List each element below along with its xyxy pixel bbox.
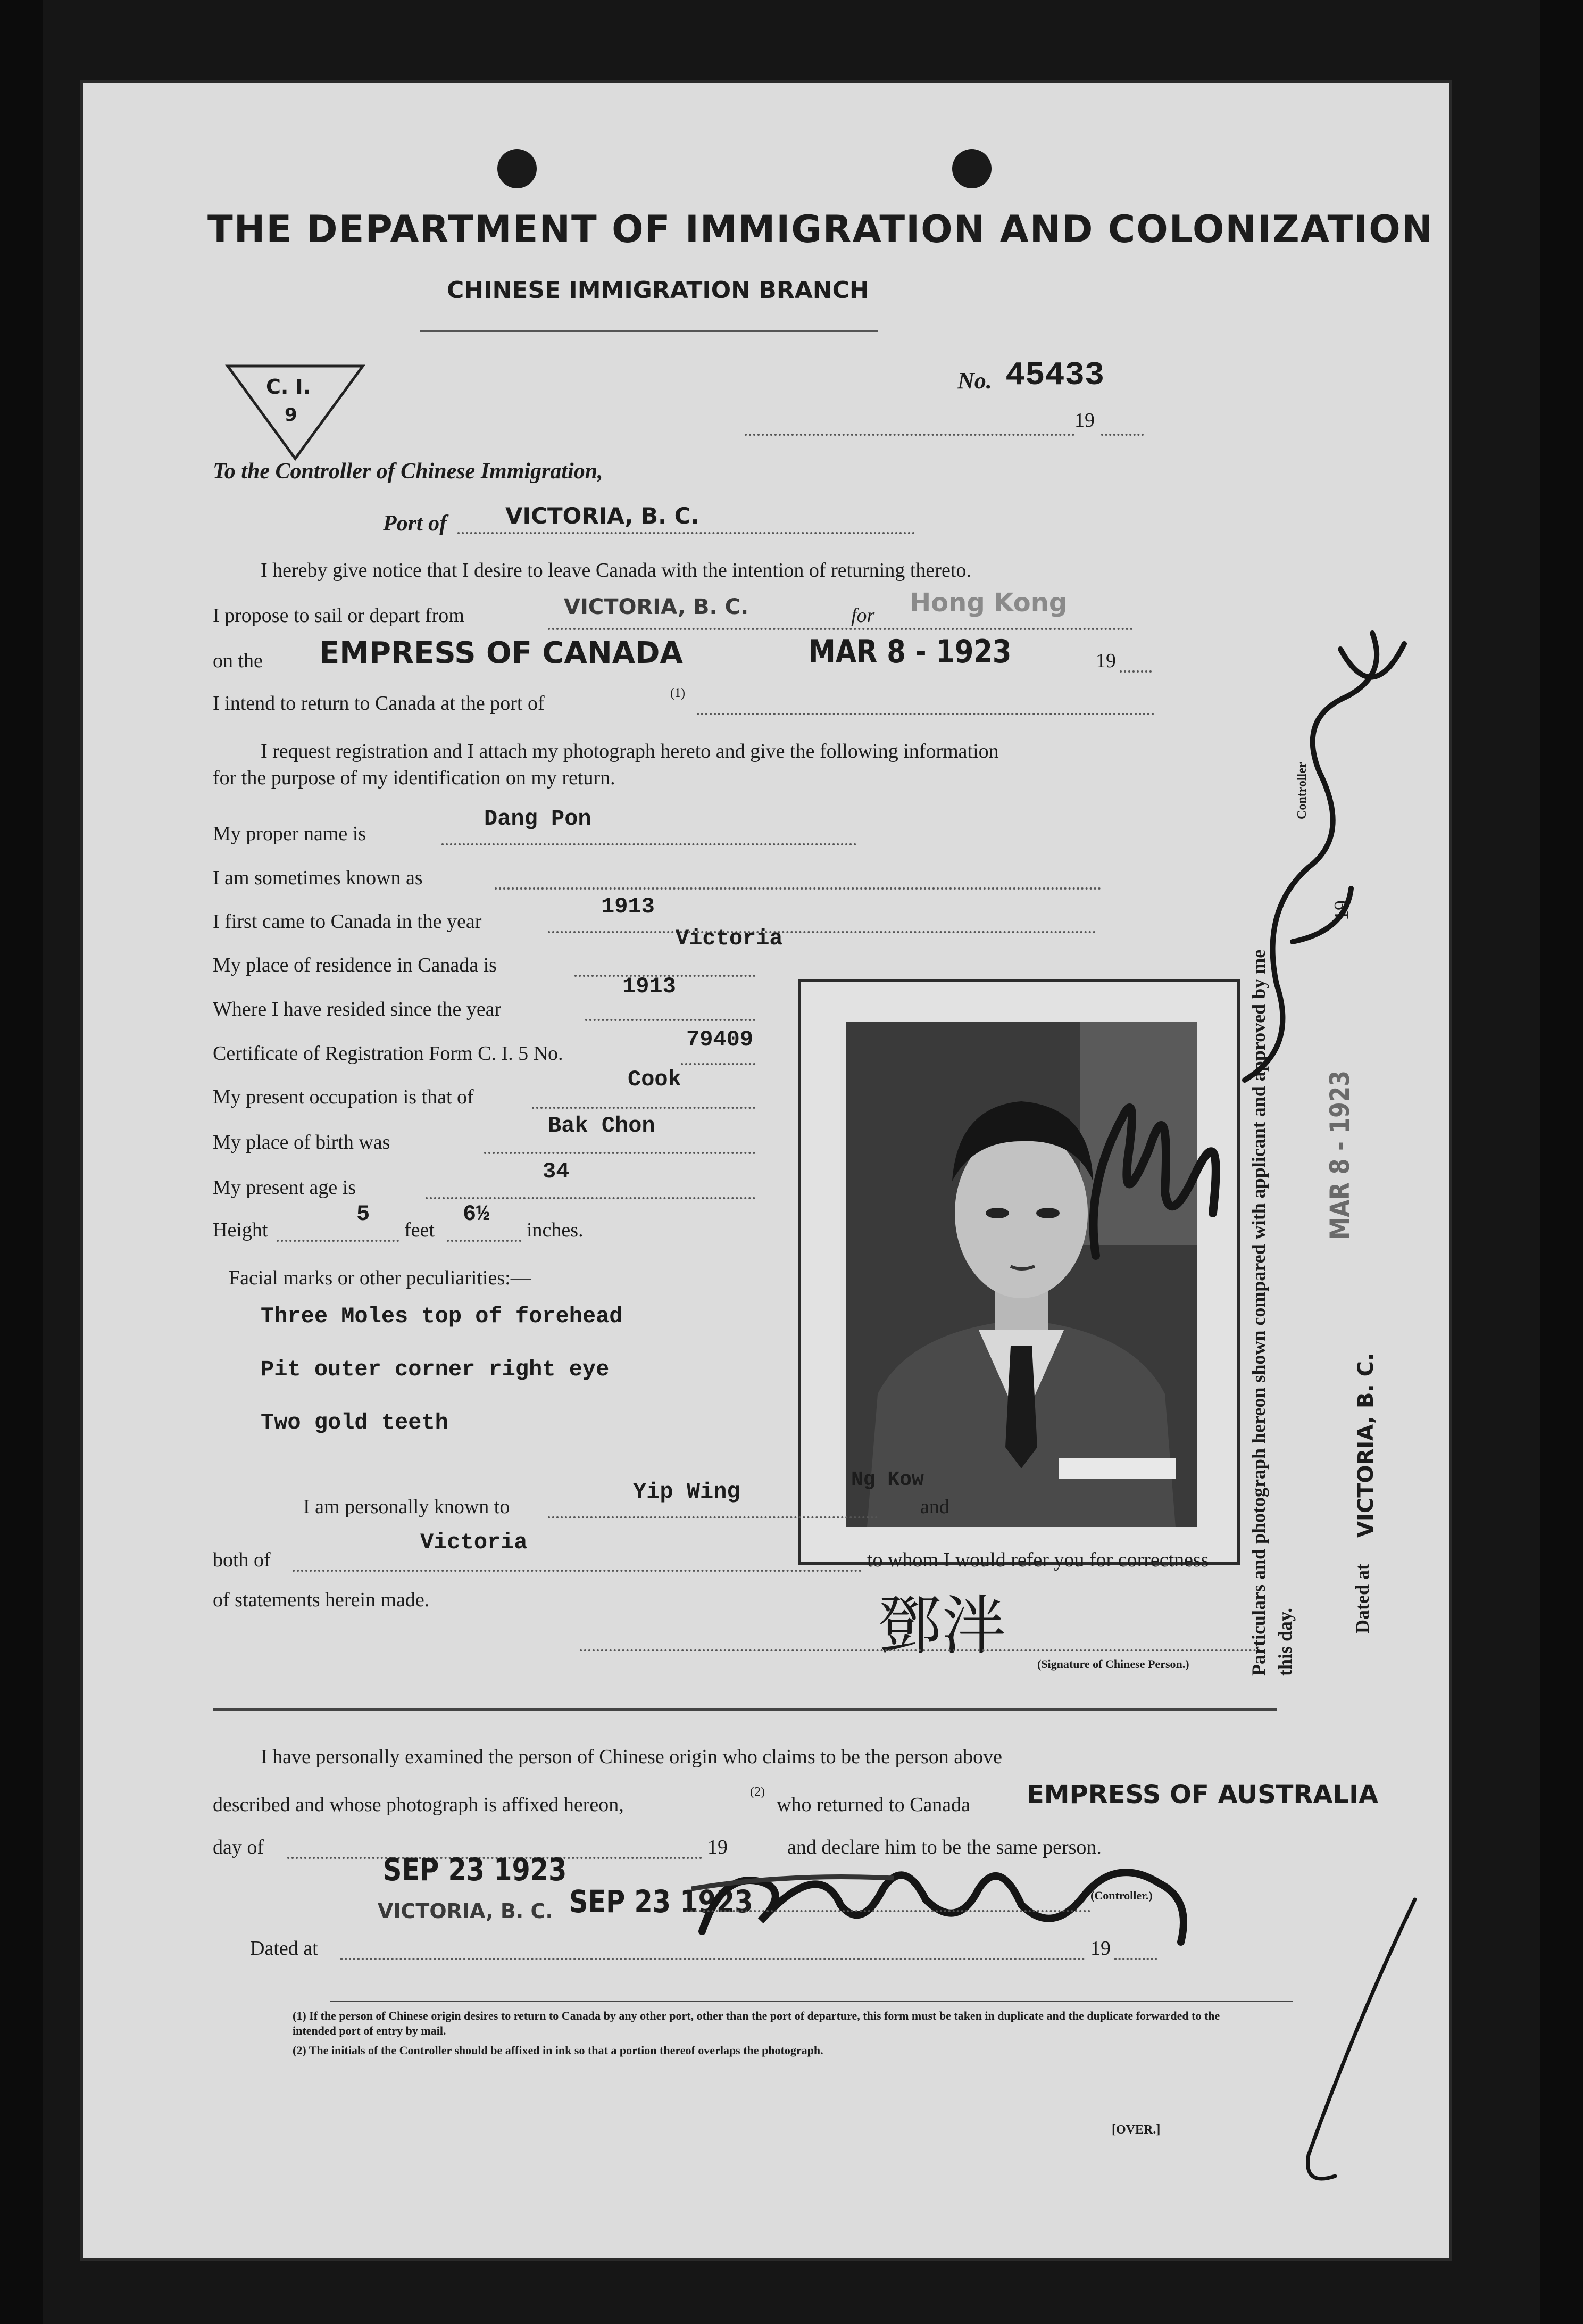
known-person-2: Ng Kow xyxy=(851,1468,924,1491)
side-dated-place: VICTORIA, B. C. xyxy=(1354,1352,1378,1538)
bottom-slash-mark xyxy=(1277,1889,1436,2208)
inches-label: inches. xyxy=(527,1219,584,1241)
residence-value: Victoria xyxy=(676,926,783,951)
first-came-value: 1913 xyxy=(601,894,655,919)
departure-year-suffix: 19 xyxy=(1096,650,1116,672)
side-controller-label: Controller xyxy=(1295,762,1309,819)
exam-stamp-place: VICTORIA, B. C. xyxy=(378,1899,553,1923)
day-of-label: day of xyxy=(213,1836,264,1858)
on-the-label: on the xyxy=(213,650,263,672)
chinese-signature: 鄧泮 xyxy=(878,1589,1005,1663)
footnote-1: (1) If the person of Chinese origin desires to return to Canada by any other port, other than the port of departure, this form must be taken in duplicate and the duplicate forwarded to the intended port of entry by mail. xyxy=(293,2009,1220,2037)
for-label: for xyxy=(851,604,875,627)
form-number: 45433 xyxy=(1005,356,1105,394)
right-film-edge xyxy=(1540,0,1583,2324)
proper-name-label: My proper name is xyxy=(213,823,366,845)
exam-dated-year-suffix: 19 xyxy=(1090,1937,1111,1960)
form-code-line1: C. I. xyxy=(266,375,311,399)
known-as-label: I am sometimes known as xyxy=(213,867,423,889)
facial-mark-2: Pit outer corner right eye xyxy=(261,1357,610,1382)
birthplace-label: My place of birth was xyxy=(213,1131,390,1153)
certificate-label: Certificate of Registration Form C. I. 5 No. xyxy=(213,1042,563,1065)
footnote-marker-2: (2) xyxy=(750,1785,765,1799)
over-label: [OVER.] xyxy=(1112,2123,1161,2137)
proper-name-value: Dang Pon xyxy=(484,806,591,832)
residence-label: My place of residence in Canada is xyxy=(213,954,497,976)
side-dated-at-label: Dated at xyxy=(1352,1564,1373,1633)
controller-signature-bottom xyxy=(681,1825,1239,1963)
port-label: Port of xyxy=(383,511,447,536)
occupation-label: My present occupation is that of xyxy=(213,1086,474,1108)
side-particulars-text: Particulars and photograph hereon shown compared with applicant and approved by me xyxy=(1248,949,1269,1676)
controller-signature-side xyxy=(1213,612,1436,1091)
controller-caption: (Controller.) xyxy=(1090,1889,1153,1902)
immigration-form-page xyxy=(80,80,1452,2261)
exam-stamp-date-2: SEP 23 1923 xyxy=(569,1883,753,1920)
side-year-suffix: 19 xyxy=(1330,900,1353,920)
section-divider xyxy=(213,1708,1277,1711)
sail-label: I propose to sail or depart from xyxy=(213,604,464,627)
both-of-label: both of xyxy=(213,1549,271,1571)
refer-text: to whom I would refer you for correctness xyxy=(867,1549,1209,1571)
side-date-stamp: MAR 8 - 1923 xyxy=(1324,1070,1355,1240)
notice-intro: I hereby give notice that I desire to leave Canada with the intention of returning thereto. xyxy=(261,559,971,582)
return-ship-stamp: EMPRESS OF AUSTRALIA xyxy=(1027,1780,1379,1810)
both-of-place: Victoria xyxy=(420,1530,528,1555)
age-value: 34 xyxy=(543,1159,570,1184)
side-this-day-text: this day. xyxy=(1274,1607,1296,1676)
exam-year-suffix: 19 xyxy=(707,1836,728,1858)
certificate-value: 79409 xyxy=(686,1027,754,1052)
exam-line1: I have personally examined the person of Chinese origin who claims to be the person above xyxy=(261,1746,1002,1768)
facial-mark-3: Two gold teeth xyxy=(261,1410,448,1435)
resided-since-value: 1913 xyxy=(622,974,676,999)
and-label: and xyxy=(920,1496,949,1518)
form-subtitle: CHINESE IMMIGRATION BRANCH xyxy=(447,277,869,304)
port-value: VICTORIA, B. C. xyxy=(505,503,699,529)
sail-from-value: VICTORIA, B. C. xyxy=(564,595,749,619)
exam-dated-at-label: Dated at xyxy=(250,1937,318,1960)
signature-caption: (Signature of Chinese Person.) xyxy=(1037,1657,1189,1671)
footnote-rule xyxy=(330,2001,1293,2002)
birthplace-value: Bak Chon xyxy=(548,1113,655,1139)
height-label: Height xyxy=(213,1219,268,1241)
exam-line2b: who returned to Canada xyxy=(777,1794,971,1816)
addressee-line: To the Controller of Chinese Immigration, xyxy=(213,459,603,484)
subtitle-underline xyxy=(420,330,878,332)
exam-stamp-date-1: SEP 23 1923 xyxy=(383,1852,567,1888)
facial-marks-label: Facial marks or other peculiarities:— xyxy=(229,1267,531,1289)
request-line1: I request registration and I attach my photograph hereto and give the following information xyxy=(261,740,999,762)
ship-name: EMPRESS OF CANADA xyxy=(319,636,683,670)
first-came-label: I first came to Canada in the year xyxy=(213,910,482,933)
left-film-edge xyxy=(0,0,43,2324)
known-person-1: Yip Wing xyxy=(633,1479,740,1505)
departure-date-stamp: MAR 8 - 1923 xyxy=(809,633,1012,670)
resided-since-label: Where I have resided since the year xyxy=(213,998,502,1020)
feet-label: feet xyxy=(404,1219,435,1241)
return-port-label: I intend to return to Canada at the port of xyxy=(213,692,545,715)
declare-text: and declare him to be the same person. xyxy=(787,1836,1102,1858)
number-prefix: No. xyxy=(957,368,992,394)
height-inches-value: 6½ xyxy=(463,1201,490,1227)
facial-mark-1: Three Moles top of forehead xyxy=(261,1304,623,1329)
statements-text: of statements herein made. xyxy=(213,1589,430,1611)
request-line2: for the purpose of my identification on my return. xyxy=(213,767,615,789)
exam-line2a: described and whose photograph is affixed hereon, xyxy=(213,1794,624,1816)
age-label: My present age is xyxy=(213,1176,356,1199)
punch-hole-left xyxy=(497,149,537,188)
footnote-marker-1: (1) xyxy=(670,686,685,700)
form-title: THE DEPARTMENT OF IMMIGRATION AND COLONIZATION xyxy=(207,208,1434,251)
destination-value: Hong Kong xyxy=(910,588,1068,618)
form-code-line2: 9 xyxy=(285,404,297,426)
known-to-label: I am personally known to xyxy=(303,1496,510,1518)
footnote-2: (2) The initials of the Controller should be affixed in ink so that a portion thereof overlaps the photograph. xyxy=(293,2044,823,2057)
height-feet-value: 5 xyxy=(356,1201,370,1227)
date-year-suffix: 19 xyxy=(1074,409,1095,431)
punch-hole-right xyxy=(952,149,992,188)
occupation-value: Cook xyxy=(628,1067,681,1092)
